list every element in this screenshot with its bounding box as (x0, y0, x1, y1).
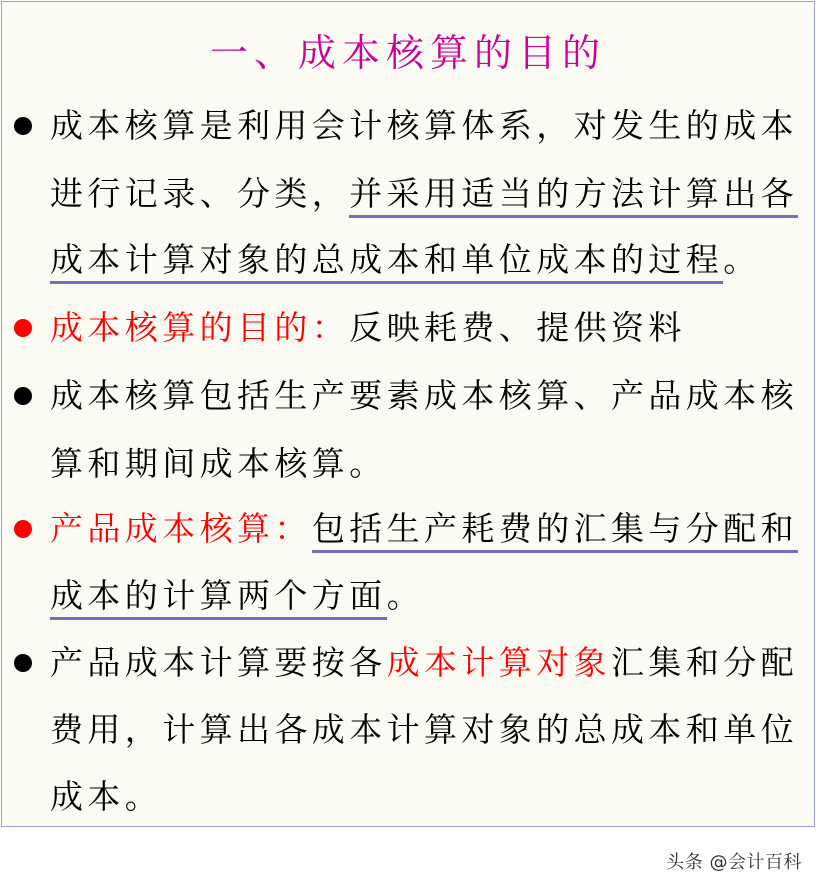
underlined-text: 并采用适当的方法计算出各 (349, 174, 798, 218)
bullet-icon (14, 117, 32, 135)
bullet-icon-red (14, 319, 32, 337)
slide-title: 一、成本核算的目的 (209, 31, 606, 75)
highlight-text: 成本计算对象 (386, 643, 612, 682)
bullet-1-line-3 (50, 238, 761, 282)
bullet-icon (14, 387, 32, 405)
bullet-5-line-3: 成本。 (50, 777, 163, 816)
bullet-5-line-2: 费用，计算出各成本计算对象的总成本和单位 (50, 710, 798, 749)
bullet-5-text: 汇集和分配 (611, 643, 799, 682)
bullet-2-text: 反映耗费、提供资料 (349, 308, 686, 347)
underlined-text: 成本计算对象的总成本和单位成本的过程 (50, 240, 723, 284)
bullet-icon (14, 654, 32, 672)
period: 。 (386, 576, 425, 615)
highlight-label: 成本核算的目的： (50, 308, 350, 347)
bullet-4-line-2 (50, 574, 424, 618)
bullet-5-text: 产品成本计算要按各 (50, 643, 387, 682)
bullet-1-line-1: 成本核算是利用会计核算体系，对发生的成本 (50, 106, 798, 145)
highlight-label: 产品成本核算： (50, 509, 312, 548)
period: 。 (723, 240, 761, 279)
bullet-4-line-1 (50, 507, 798, 551)
bullet-3-line-1: 成本核算包括生产要素成本核算、产品成本核 (50, 376, 798, 415)
bullet-3-line-2: 算和期间成本核算。 (50, 444, 387, 483)
bullet-5-line-1 (50, 641, 798, 685)
bullet-icon-red (14, 520, 32, 538)
underlined-text: 包括生产耗费的汇集与分配和 (312, 509, 798, 553)
slide (1, 1, 815, 827)
bullet-1-line-2 (50, 172, 798, 216)
watermark-footer: 头条 @会计百科 (666, 852, 802, 873)
bullet-2-line (50, 306, 686, 350)
bullet-1-text: 进行记录、分类， (50, 174, 350, 213)
underlined-text: 成本的计算两个方面 (50, 576, 387, 620)
